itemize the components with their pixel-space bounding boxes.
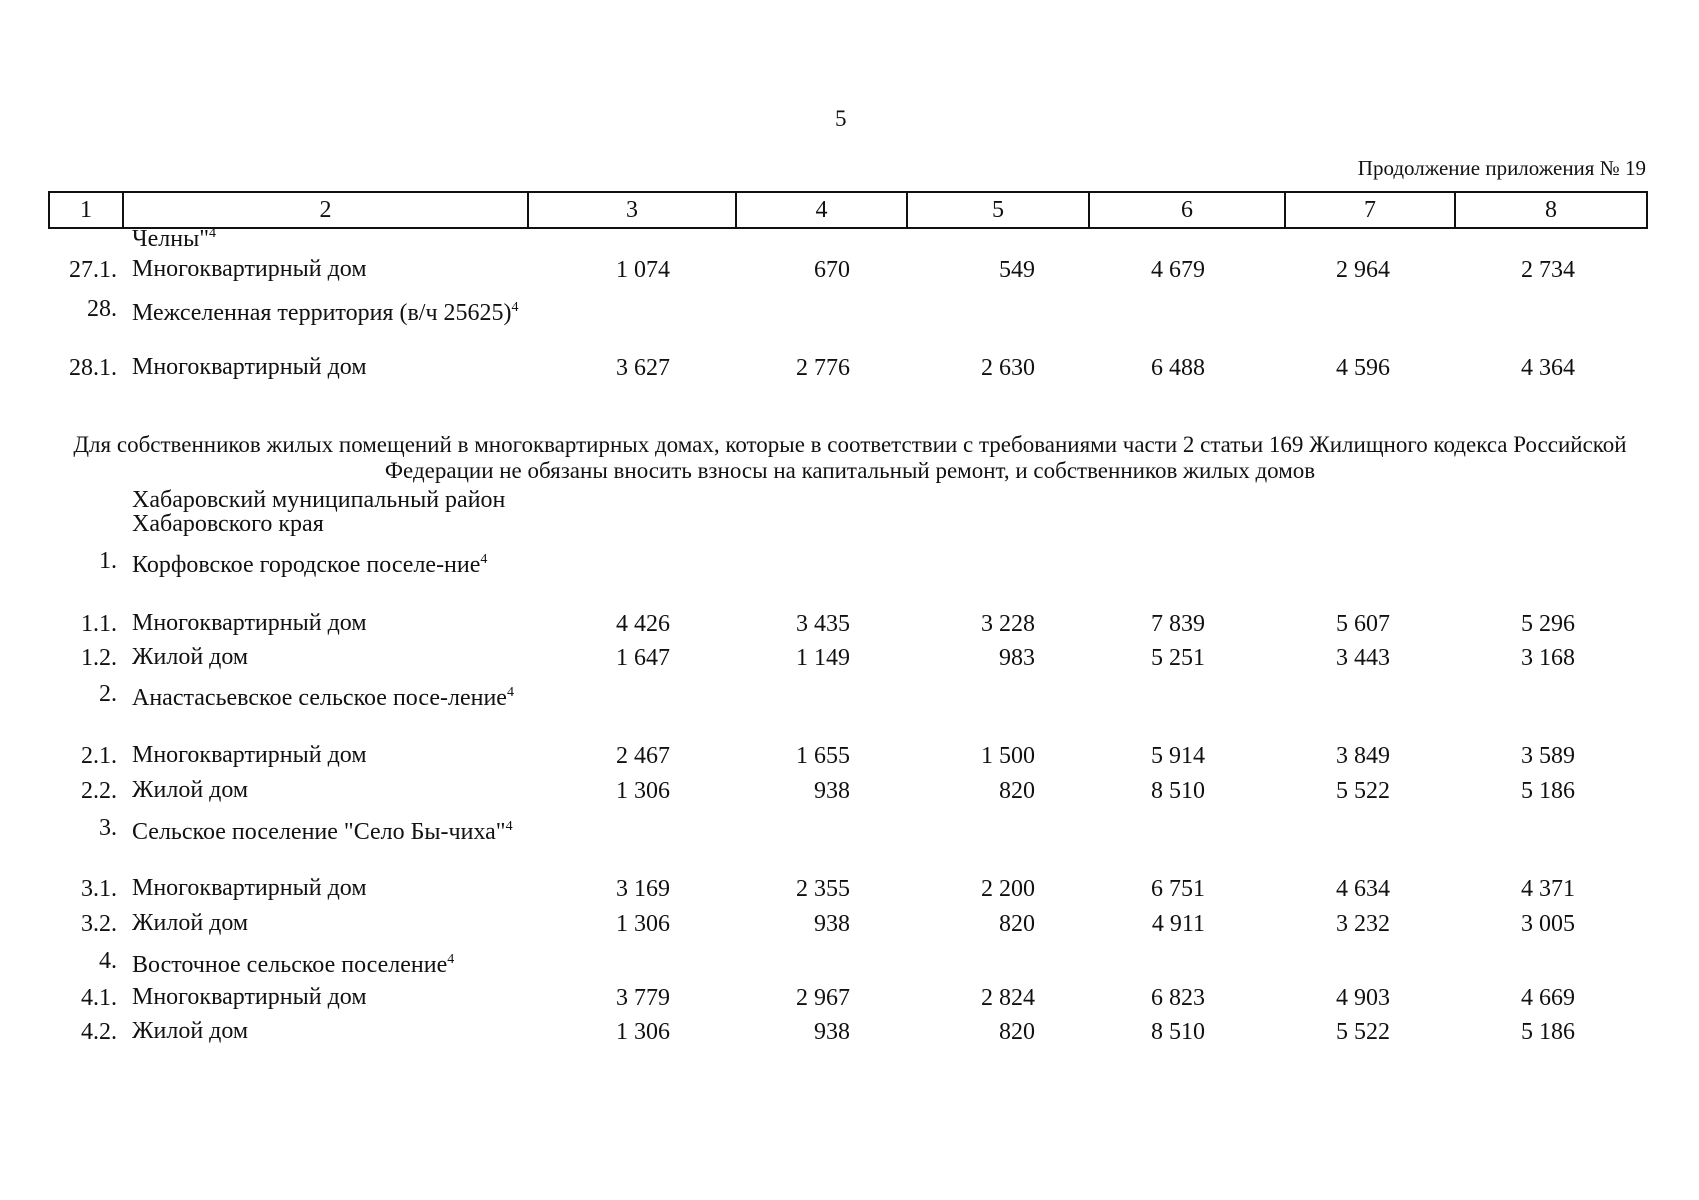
row-value-col-7: 3 232 bbox=[1336, 911, 1390, 937]
row-name: Жилой дом bbox=[132, 1018, 249, 1044]
row-value-col-7: 2 964 bbox=[1336, 257, 1390, 283]
footnote-mark: 4 bbox=[511, 300, 519, 315]
table-row bbox=[0, 985, 1699, 1015]
row-name: Многоквартирный дом bbox=[132, 742, 367, 768]
row-number: 28. bbox=[87, 296, 117, 322]
row-value-col-3: 1 647 bbox=[616, 645, 670, 671]
footnote-mark: 4 bbox=[447, 952, 455, 967]
header-col-7: 7 bbox=[1285, 192, 1455, 228]
table-row bbox=[0, 611, 1699, 641]
row-value-col-3: 3 169 bbox=[616, 876, 670, 902]
row-number: 4. bbox=[99, 948, 117, 974]
row-value-col-6: 4 911 bbox=[1151, 911, 1205, 937]
row-value-col-8: 4 669 bbox=[1521, 985, 1575, 1011]
row-name: Многоквартирный дом bbox=[132, 610, 367, 636]
footnote-mark: 4 bbox=[506, 685, 514, 700]
row-value-col-3: 1 306 bbox=[616, 911, 670, 937]
footnote-mark: 4 bbox=[209, 226, 216, 241]
row-value-col-8: 3 005 bbox=[1521, 911, 1575, 937]
row-value-col-5: 2 630 bbox=[981, 355, 1035, 381]
table-row bbox=[0, 778, 1699, 808]
row-number: 2.2. bbox=[81, 778, 117, 804]
row-value-col-7: 4 903 bbox=[1336, 985, 1390, 1011]
row-value-col-6: 8 510 bbox=[1151, 778, 1205, 804]
row-value-col-5: 820 bbox=[999, 911, 1035, 937]
row-number: 3.1. bbox=[81, 876, 117, 902]
row-value-col-6: 6 488 bbox=[1151, 355, 1205, 381]
row-value-col-3: 1 306 bbox=[616, 778, 670, 804]
row-name: Многоквартирный дом bbox=[132, 984, 367, 1010]
table-row bbox=[0, 743, 1699, 773]
table-row bbox=[0, 948, 1699, 978]
row-value-col-4: 3 435 bbox=[796, 611, 850, 637]
row-number: 2.1. bbox=[81, 743, 117, 769]
row-value-col-3: 3 779 bbox=[616, 985, 670, 1011]
row-number: 1.1. bbox=[81, 611, 117, 637]
table-row bbox=[0, 548, 1699, 578]
row-value-col-4: 2 776 bbox=[796, 355, 850, 381]
row-value-col-7: 3 849 bbox=[1336, 743, 1390, 769]
row-value-col-3: 1 306 bbox=[616, 1019, 670, 1045]
footnote-mark: 4 bbox=[480, 552, 488, 567]
row-name: Жилой дом bbox=[132, 644, 249, 670]
table-row bbox=[0, 355, 1699, 385]
row-value-col-5: 820 bbox=[999, 778, 1035, 804]
header-col-3: 3 bbox=[528, 192, 736, 228]
header-col-4: 4 bbox=[736, 192, 907, 228]
row-value-col-3: 4 426 bbox=[616, 611, 670, 637]
row-name: Челны"$^4$ bbox=[132, 226, 216, 252]
row-name: Жилой дом bbox=[132, 777, 249, 803]
row-name: Межселенная территория (в/ч 25625)$^4$ bbox=[132, 300, 519, 326]
row-number: 1. bbox=[99, 548, 117, 574]
row-value-col-5: 2 824 bbox=[981, 985, 1035, 1011]
row-value-col-8: 5 296 bbox=[1521, 611, 1575, 637]
header-col-2: 2 bbox=[123, 192, 528, 228]
table-row bbox=[0, 645, 1699, 675]
row-value-col-8: 4 364 bbox=[1521, 355, 1575, 381]
row-value-col-7: 4 596 bbox=[1336, 355, 1390, 381]
table-row bbox=[0, 1019, 1699, 1049]
row-value-col-3: 2 467 bbox=[616, 743, 670, 769]
row-value-col-4: 1 149 bbox=[796, 645, 850, 671]
row-value-col-7: 3 443 bbox=[1336, 645, 1390, 671]
row-value-col-4: 938 bbox=[814, 911, 850, 937]
header-col-6: 6 bbox=[1089, 192, 1285, 228]
row-number: 1.2. bbox=[81, 645, 117, 671]
page-number: 5 bbox=[835, 106, 847, 131]
row-value-col-8: 4 371 bbox=[1521, 876, 1575, 902]
row-value-col-5: 1 500 bbox=[981, 743, 1035, 769]
row-number: 3. bbox=[99, 815, 117, 841]
row-value-col-4: 2 967 bbox=[796, 985, 850, 1011]
row-value-col-7: 4 634 bbox=[1336, 876, 1390, 902]
row-name: Сельское поселение "Село Бы-чиха"$^4$ bbox=[132, 819, 513, 845]
footnote-mark: 4 bbox=[505, 819, 513, 834]
row-value-col-8: 2 734 bbox=[1521, 257, 1575, 283]
row-value-col-4: 670 bbox=[814, 257, 850, 283]
row-value-col-7: 5 522 bbox=[1336, 1019, 1390, 1045]
row-value-col-6: 8 510 bbox=[1151, 1019, 1205, 1045]
row-number: 2. bbox=[99, 681, 117, 707]
row-name: Анастасьевское сельское посе-ление$^4$ bbox=[132, 685, 514, 711]
row-name: Хабаровский муниципальный район Хабаровского края bbox=[132, 487, 506, 537]
row-value-col-4: 938 bbox=[814, 1019, 850, 1045]
header-col-1: 1 bbox=[49, 192, 123, 228]
row-name: Жилой дом bbox=[132, 910, 249, 936]
row-value-col-6: 5 251 bbox=[1151, 645, 1205, 671]
row-number: 4.1. bbox=[81, 985, 117, 1011]
header-col-5: 5 bbox=[907, 192, 1089, 228]
row-value-col-6: 5 914 bbox=[1151, 743, 1205, 769]
section-note: Для собственников жилых помещений в многоквартирных домах, которые в соответствии с требованиями части 2 статьи 169 Жилищного кодекса Российской Федерации не обязаны вносить взносы на капитальный ремонт, и собственников жилых домов bbox=[73, 432, 1627, 483]
header-col-8: 8 bbox=[1455, 192, 1647, 228]
row-value-col-5: 983 bbox=[999, 645, 1035, 671]
row-name: Многоквартирный дом bbox=[132, 256, 367, 282]
table-row bbox=[0, 911, 1699, 941]
table-row bbox=[0, 257, 1699, 287]
table-row bbox=[0, 815, 1699, 845]
row-value-col-4: 1 655 bbox=[796, 743, 850, 769]
row-value-col-3: 1 074 bbox=[616, 257, 670, 283]
row-value-col-7: 5 607 bbox=[1336, 611, 1390, 637]
row-value-col-4: 938 bbox=[814, 778, 850, 804]
row-number: 3.2. bbox=[81, 911, 117, 937]
row-value-col-5: 3 228 bbox=[981, 611, 1035, 637]
table-row bbox=[0, 487, 1699, 537]
row-value-col-6: 4 679 bbox=[1151, 257, 1205, 283]
row-value-col-5: 2 200 bbox=[981, 876, 1035, 902]
row-number: 28.1. bbox=[69, 355, 117, 381]
row-value-col-8: 5 186 bbox=[1521, 778, 1575, 804]
table-row bbox=[0, 296, 1699, 326]
table-row bbox=[0, 681, 1699, 711]
row-value-col-6: 6 751 bbox=[1151, 876, 1205, 902]
row-value-col-8: 3 589 bbox=[1521, 743, 1575, 769]
row-number: 4.2. bbox=[81, 1019, 117, 1045]
row-name: Корфовское городское поселе-ние$^4$ bbox=[132, 552, 488, 578]
table-row bbox=[0, 876, 1699, 906]
row-value-col-8: 5 186 bbox=[1521, 1019, 1575, 1045]
row-value-col-6: 6 823 bbox=[1151, 985, 1205, 1011]
row-value-col-8: 3 168 bbox=[1521, 645, 1575, 671]
row-value-col-6: 7 839 bbox=[1151, 611, 1205, 637]
row-value-col-5: 820 bbox=[999, 1019, 1035, 1045]
row-name: Многоквартирный дом bbox=[132, 354, 367, 380]
row-name: Многоквартирный дом bbox=[132, 875, 367, 901]
table-row bbox=[0, 222, 1699, 252]
row-value-col-5: 549 bbox=[999, 257, 1035, 283]
row-value-col-3: 3 627 bbox=[616, 355, 670, 381]
appendix-continuation: Продолжение приложения № 19 bbox=[1357, 156, 1646, 180]
row-value-col-7: 5 522 bbox=[1336, 778, 1390, 804]
row-name: Восточное сельское поселение$^4$ bbox=[132, 952, 455, 978]
row-value-col-4: 2 355 bbox=[796, 876, 850, 902]
row-number: 27.1. bbox=[69, 257, 117, 283]
